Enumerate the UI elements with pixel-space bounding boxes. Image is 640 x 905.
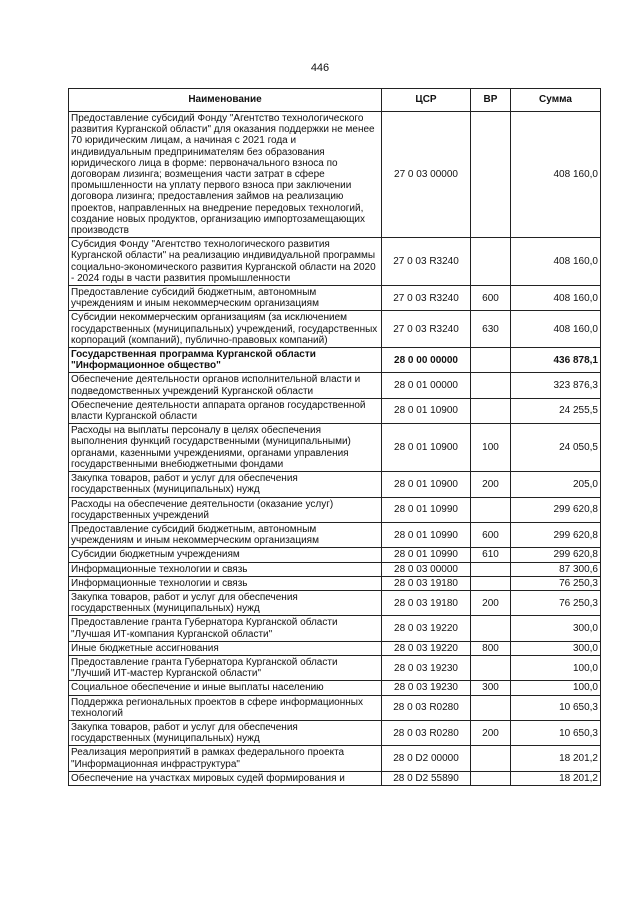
- cell-sum: 24 255,5: [511, 398, 601, 423]
- cell-csr: 28 0 03 19220: [382, 641, 471, 655]
- cell-vr: 200: [471, 472, 511, 497]
- cell-sum: 10 650,3: [511, 720, 601, 745]
- cell-sum: 299 620,8: [511, 497, 601, 522]
- table-row: [69, 720, 601, 745]
- cell-vr: 610: [471, 548, 511, 562]
- cell-vr: 600: [471, 522, 511, 547]
- cell-vr: [471, 655, 511, 680]
- table-row: [69, 311, 601, 348]
- cell-vr: [471, 497, 511, 522]
- cell-sum: 323 876,3: [511, 373, 601, 398]
- cell-csr: 28 0 00 00000: [382, 348, 471, 373]
- cell-name: Закупка товаров, работ и услуг для обеспечения государственных (муниципальных) нужд: [69, 720, 382, 745]
- cell-csr: 28 0 03 19180: [382, 576, 471, 590]
- cell-name: Реализация мероприятий в рамках федерального проекта "Информационная инфраструктура": [69, 746, 382, 771]
- cell-sum: 408 160,0: [511, 238, 601, 286]
- cell-vr: [471, 771, 511, 785]
- table-row: [69, 424, 601, 472]
- cell-name: Обеспечение деятельности органов исполнительной власти и подведомственных учреждений Курганской области: [69, 373, 382, 398]
- table-row: [69, 286, 601, 311]
- cell-name: Предоставление субсидий бюджетным, автономным учреждениям и иным некоммерческим организациям: [69, 286, 382, 311]
- cell-csr: 27 0 03 R3240: [382, 286, 471, 311]
- cell-name: Поддержка региональных проектов в сфере информационных технологий: [69, 695, 382, 720]
- cell-name: Иные бюджетные ассигнования: [69, 641, 382, 655]
- cell-name: Предоставление гранта Губернатора Курганской области "Лучшая ИТ-компания Курганской области": [69, 616, 382, 641]
- cell-csr: 28 0 01 10900: [382, 398, 471, 423]
- table-row: [69, 576, 601, 590]
- cell-sum: 408 160,0: [511, 311, 601, 348]
- cell-csr: 28 0 01 10900: [382, 424, 471, 472]
- cell-name: Закупка товаров, работ и услуг для обеспечения государственных (муниципальных) нужд: [69, 472, 382, 497]
- cell-vr: 200: [471, 720, 511, 745]
- cell-csr: 28 0 01 00000: [382, 373, 471, 398]
- cell-csr: 27 0 03 00000: [382, 112, 471, 238]
- table-row: [69, 112, 601, 238]
- cell-csr: 28 0 01 10990: [382, 522, 471, 547]
- cell-vr: 600: [471, 286, 511, 311]
- table-row: [69, 746, 601, 771]
- table-row: [69, 548, 601, 562]
- cell-sum: 300,0: [511, 616, 601, 641]
- table-row: [69, 590, 601, 615]
- cell-csr: 27 0 03 R3240: [382, 311, 471, 348]
- cell-csr: 28 0 01 10990: [382, 497, 471, 522]
- cell-vr: 630: [471, 311, 511, 348]
- cell-sum: 436 878,1: [511, 348, 601, 373]
- table-row: [69, 562, 601, 576]
- cell-sum: 299 620,8: [511, 548, 601, 562]
- table-row: [69, 655, 601, 680]
- header-vr: ВР: [471, 89, 511, 112]
- page-number: 446: [310, 62, 330, 74]
- cell-sum: 300,0: [511, 641, 601, 655]
- cell-csr: 28 0 D2 55890: [382, 771, 471, 785]
- cell-name: Предоставление гранта Губернатора Курганской области "Лучший ИТ-мастер Курганской области": [69, 655, 382, 680]
- cell-name: Предоставление субсидий бюджетным, автономным учреждениям и иным некоммерческим организациям: [69, 522, 382, 547]
- cell-sum: 24 050,5: [511, 424, 601, 472]
- cell-csr: 28 0 03 19230: [382, 681, 471, 695]
- header-csr: ЦСР: [382, 89, 471, 112]
- cell-vr: [471, 238, 511, 286]
- cell-sum: 76 250,3: [511, 590, 601, 615]
- cell-csr: 28 0 01 10990: [382, 548, 471, 562]
- cell-sum: 205,0: [511, 472, 601, 497]
- cell-sum: 299 620,8: [511, 522, 601, 547]
- cell-vr: [471, 348, 511, 373]
- cell-name: Государственная программа Курганской области "Информационное общество": [69, 348, 382, 373]
- cell-sum: 18 201,2: [511, 771, 601, 785]
- cell-csr: 28 0 03 R0280: [382, 720, 471, 745]
- cell-name: Предоставление субсидий Фонду "Агентство технологического развития Курганской области" для оказания поддержки не менее 70 юридическим лицам, а начиная с 2021 года и индивидуальным предпринимателям без образования юридического лица в форме: первоначального взноса по договорам лизинга; возмещения части затрат в сфере промышленности на уплату первого взноса при заключении договора лизинга; предоставления займов на реализацию проектов, направленных на внедрение передовых технологий, создание новых продуктов, организацию импортозамещающих производств: [69, 112, 382, 238]
- cell-vr: [471, 112, 511, 238]
- cell-csr: 27 0 03 R3240: [382, 238, 471, 286]
- cell-name: Расходы на выплаты персоналу в целях обеспечения выполнения функций государственными (муниципальными) органами, казенными учреждениями, органами управления государственными внебюджетными фондами: [69, 424, 382, 472]
- cell-sum: 100,0: [511, 655, 601, 680]
- table-row: [69, 681, 601, 695]
- cell-vr: [471, 616, 511, 641]
- cell-sum: 408 160,0: [511, 112, 601, 238]
- cell-vr: [471, 695, 511, 720]
- cell-csr: 28 0 D2 00000: [382, 746, 471, 771]
- table-row: [69, 398, 601, 423]
- budget-table: [68, 88, 601, 786]
- cell-vr: [471, 398, 511, 423]
- table-row: [69, 616, 601, 641]
- cell-name: Информационные технологии и связь: [69, 576, 382, 590]
- cell-name: Расходы на обеспечение деятельности (оказание услуг) государственных учреждений: [69, 497, 382, 522]
- cell-vr: 300: [471, 681, 511, 695]
- table-header-row: [69, 89, 601, 112]
- cell-csr: 28 0 01 10900: [382, 472, 471, 497]
- cell-vr: [471, 562, 511, 576]
- table-row: [69, 497, 601, 522]
- table-row: [69, 641, 601, 655]
- table-body: [69, 112, 601, 786]
- cell-sum: 76 250,3: [511, 576, 601, 590]
- table-row: [69, 238, 601, 286]
- cell-name: Социальное обеспечение и иные выплаты населению: [69, 681, 382, 695]
- table-row: [69, 348, 601, 373]
- cell-sum: 408 160,0: [511, 286, 601, 311]
- cell-vr: [471, 746, 511, 771]
- cell-sum: 100,0: [511, 681, 601, 695]
- header-sum: Сумма: [511, 89, 601, 112]
- cell-vr: 200: [471, 590, 511, 615]
- cell-name: Субсидии бюджетным учреждениям: [69, 548, 382, 562]
- cell-csr: 28 0 03 R0280: [382, 695, 471, 720]
- cell-name: Информационные технологии и связь: [69, 562, 382, 576]
- cell-vr: [471, 373, 511, 398]
- table-row: [69, 522, 601, 547]
- cell-csr: 28 0 03 00000: [382, 562, 471, 576]
- cell-csr: 28 0 03 19180: [382, 590, 471, 615]
- header-name: Наименование: [69, 89, 382, 112]
- cell-name: Обеспечение на участках мировых судей формирования и: [69, 771, 382, 785]
- cell-name: Субсидии некоммерческим организациям (за исключением государственных (муниципальных) учреждений, государственных корпораций (компаний), публично-правовых компаний): [69, 311, 382, 348]
- cell-vr: [471, 576, 511, 590]
- cell-name: Обеспечение деятельности аппарата органов государственной власти Курганской области: [69, 398, 382, 423]
- cell-vr: 800: [471, 641, 511, 655]
- table-row: [69, 695, 601, 720]
- table-row: [69, 373, 601, 398]
- cell-sum: 18 201,2: [511, 746, 601, 771]
- cell-sum: 10 650,3: [511, 695, 601, 720]
- table-row: [69, 771, 601, 785]
- table-row: [69, 472, 601, 497]
- cell-vr: 100: [471, 424, 511, 472]
- cell-name: Закупка товаров, работ и услуг для обеспечения государственных (муниципальных) нужд: [69, 590, 382, 615]
- cell-sum: 87 300,6: [511, 562, 601, 576]
- cell-csr: 28 0 03 19220: [382, 616, 471, 641]
- cell-name: Субсидия Фонду "Агентство технологического развития Курганской области" на реализацию индивидуальной программы социально-экономического развития Курганской области на 2020 - 2024 годы в части развития промышленности: [69, 238, 382, 286]
- cell-csr: 28 0 03 19230: [382, 655, 471, 680]
